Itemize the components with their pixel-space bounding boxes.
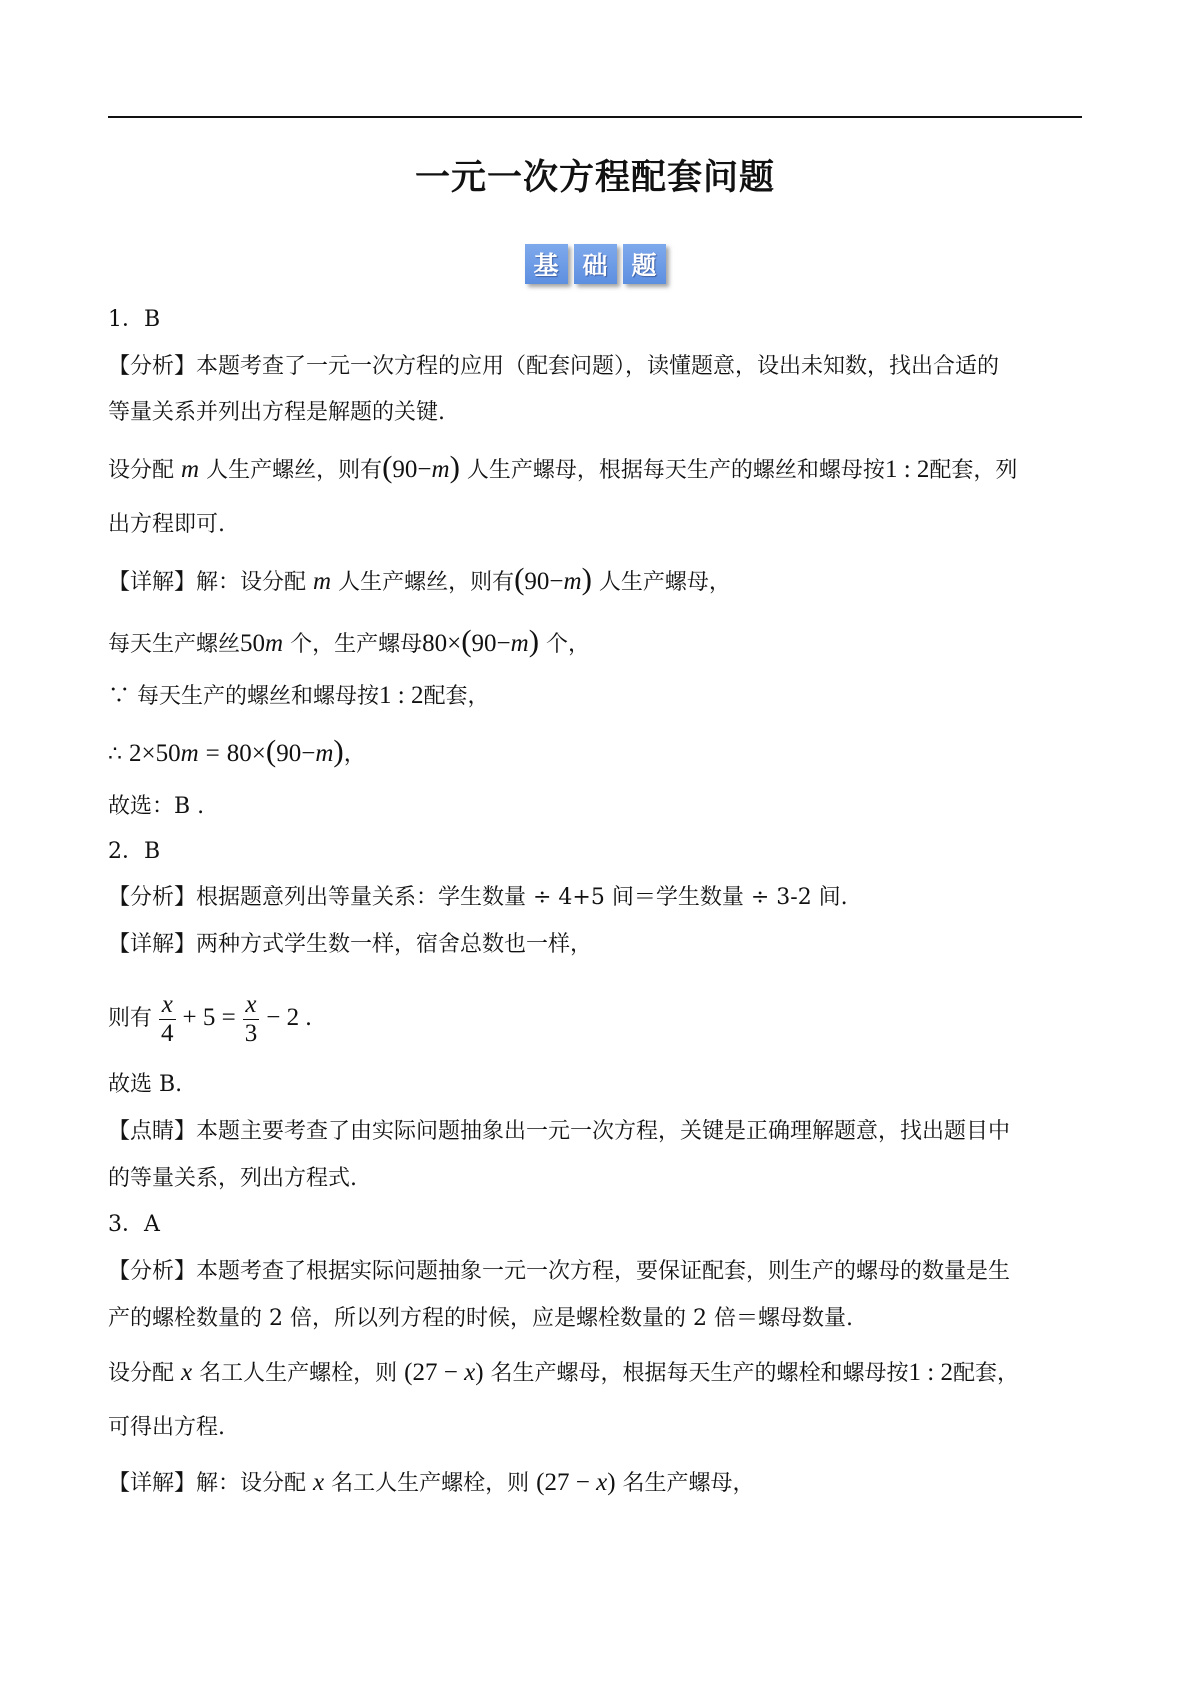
section-badge: 基: [525, 244, 568, 284]
math-paren: (: [382, 449, 393, 484]
math-var: x: [181, 1359, 193, 1386]
math-num: 90: [524, 568, 550, 595]
math-var: x: [596, 1469, 608, 1496]
math-var: m: [313, 568, 332, 595]
math-num: 90: [392, 456, 418, 483]
q1-analysis-line1: 【分析】本题考查了一元一次方程的应用（配套问题），读懂题意，设出未知数，找出合适的: [108, 354, 1000, 379]
text: 人生产螺母，: [598, 570, 731, 595]
math-var: m: [431, 456, 450, 483]
math-paren: ): [333, 733, 344, 768]
math-var: x: [313, 1469, 325, 1496]
q2-answer: 2．B: [108, 839, 161, 864]
q1-setup-line2: 出方程即可.: [108, 512, 225, 537]
text: 则有: [108, 1006, 153, 1031]
q1-production-line: [108, 623, 1088, 660]
text: 名生产螺母，: [622, 1471, 755, 1496]
math-ratio: 1 : 2: [884, 456, 930, 483]
math-paren: (: [514, 561, 525, 596]
text: ，: [343, 742, 366, 767]
math-var: m: [181, 456, 200, 483]
fraction: [159, 991, 176, 1048]
math-num: 2×: [129, 740, 156, 767]
math-ratio: 1 : 2: [908, 1359, 953, 1386]
q1-answer: 1．B: [108, 307, 161, 332]
text: ∴: [108, 742, 122, 767]
math-paren: ): [475, 1359, 484, 1386]
frac-numerator: x: [243, 991, 260, 1020]
q1-therefore-line: [108, 733, 1088, 770]
text: 配套，: [952, 1361, 1019, 1386]
q1-conclusion: 故选：B .: [108, 794, 205, 819]
math-paren: (: [265, 733, 277, 768]
text: 人生产螺丝，则有: [206, 458, 383, 483]
q3-analysis-line2: 产的螺栓数量的 2 倍，所以列方程的时候，应是螺栓数量的 2 倍＝螺母数量.: [108, 1306, 853, 1331]
q2-analysis: 【分析】根据题意列出等量关系：学生数量 ÷ 4+5 间＝学生数量 ÷ 3-2 间.: [108, 885, 848, 910]
text: 设分配: [108, 1361, 175, 1386]
q3-answer: 3．A: [108, 1212, 160, 1237]
math-paren: ): [607, 1469, 616, 1496]
math-op: −: [549, 568, 564, 595]
math-paren: ): [528, 623, 540, 658]
text: 【详解】解：设分配: [108, 1471, 307, 1496]
math-var: m: [180, 740, 199, 767]
math-op: −: [496, 630, 511, 657]
math-var: m: [563, 568, 582, 595]
math-num: 50: [155, 740, 181, 767]
header-rule: [108, 116, 1082, 118]
math-var: m: [510, 630, 529, 657]
math-op: + 5 =: [182, 1004, 236, 1031]
section-badges: [0, 244, 1190, 284]
q1-detail-line: [108, 561, 1088, 598]
text: 个，: [546, 632, 591, 657]
math-num: (27 −: [404, 1359, 465, 1386]
q2-conclusion: 故选 B.: [108, 1072, 183, 1097]
q2-comment-line2: 的等量关系，列出方程式.: [108, 1166, 357, 1191]
text: ∵ 每天生产的螺丝和螺母按: [108, 684, 379, 709]
math-paren: (: [461, 623, 472, 658]
text: 名生产螺母，根据每天生产的螺栓和螺母按: [490, 1361, 909, 1386]
math-op: −: [417, 456, 432, 483]
math-op: − 2 .: [266, 1004, 312, 1031]
math-num: 80×: [226, 740, 266, 767]
page-title: 一元一次方程配套问题: [414, 158, 775, 198]
q3-setup-line2: 可得出方程.: [108, 1415, 225, 1440]
text: 设分配: [108, 458, 175, 483]
q1-setup-line: [108, 449, 1088, 486]
q2-detail: 【详解】两种方式学生数一样，宿舍总数也一样，: [108, 932, 593, 957]
frac-denominator: 3: [244, 1019, 258, 1047]
math-paren: ): [449, 449, 460, 484]
section-badge: 题: [623, 244, 666, 284]
text: 配套，列: [929, 458, 1018, 483]
math-var: m: [315, 740, 334, 767]
math-var: m: [265, 630, 284, 657]
text: 人生产螺丝，则有: [338, 570, 515, 595]
math-num: 80×: [422, 630, 462, 657]
math-num: 50: [240, 630, 266, 657]
q3-detail-line: [108, 1468, 1088, 1499]
text: 名工人生产螺栓，则: [331, 1471, 530, 1496]
q2-comment-line1: 【点睛】本题主要考查了由实际问题抽象出一元一次方程，关键是正确理解题意，找出题目中: [108, 1119, 1011, 1144]
fraction: [243, 991, 260, 1048]
q3-setup-line: [108, 1358, 1088, 1389]
math-num: (27 −: [536, 1469, 597, 1496]
math-num: 90: [276, 740, 302, 767]
text: 名工人生产螺栓，则: [199, 1361, 398, 1386]
math-var: x: [464, 1359, 476, 1386]
text: 人生产螺母，根据每天生产的螺丝和螺母按: [466, 458, 885, 483]
math-op: −: [301, 740, 316, 767]
q3-analysis-line1: 【分析】本题考查了根据实际问题抽象一元一次方程，要保证配套，则生产的螺母的数量是生: [108, 1259, 1011, 1284]
q1-because-line: [108, 681, 1088, 712]
text: 个，生产螺母: [290, 632, 423, 657]
section-badge: 础: [574, 244, 617, 284]
math-op: =: [205, 740, 220, 767]
frac-denominator: 4: [161, 1019, 174, 1047]
text: 【详解】解：设分配: [108, 570, 307, 595]
math-ratio: 1 : 2: [379, 682, 424, 709]
text: 配套，: [423, 684, 490, 709]
q2-equation-line: [108, 988, 1088, 1049]
q1-analysis-line2: 等量关系并列出方程是解题的关键.: [108, 400, 445, 425]
text: 每天生产螺丝: [108, 632, 241, 657]
frac-numerator: x: [159, 991, 176, 1020]
math-num: 90: [471, 630, 497, 657]
math-paren: ): [581, 561, 592, 596]
